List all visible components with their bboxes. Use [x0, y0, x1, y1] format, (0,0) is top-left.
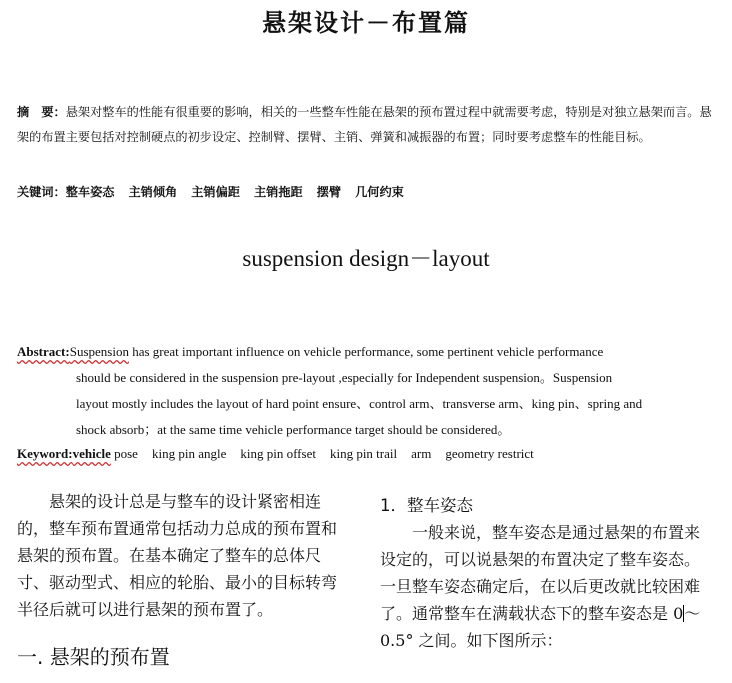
keyword: king pin trail	[329, 446, 398, 461]
keyword: 整车姿态	[65, 185, 115, 199]
chinese-abstract	[17, 100, 717, 150]
english-title: suspension design－layout	[242, 246, 490, 271]
right-column-paragraph[interactable]	[380, 519, 714, 654]
left-column-paragraph: 悬架的设计总是与整车的设计紧密相连的，整车预布置通常包括动力总成的预布置和悬架的预布置。在基本确定了整车的总体尺寸、驱动型式、相应的轮胎、最小的目标转弯半径后就可以进行悬架的预布置了。	[17, 492, 338, 619]
english-abstract-line4: shock absorb；at the same time vehicle performance target should be considered。	[76, 422, 511, 437]
english-abstract-line2: should be considered in the suspension pre-layout ,especially for Independent suspension。Suspension	[76, 370, 613, 385]
keyword: arm	[411, 446, 432, 461]
english-abstract-line1: has great important influence on vehicle performance, some pertinent vehicle performance	[128, 344, 604, 359]
keyword: king pin angle	[151, 446, 227, 461]
keyword: 摆臂	[316, 185, 342, 199]
english-keywords	[17, 441, 717, 467]
document-title: 悬架设计－布置篇	[262, 9, 470, 37]
keyword: pose	[110, 446, 138, 461]
paragraph-text-before-cursor: 一般来说，整车姿态是通过悬架的布置来设定的，可以说悬架的布置决定了整车姿态。一旦整车姿态确定后，在以后更改就比较困难了。通常整车在满载状态下的整车姿态是 0	[380, 523, 701, 623]
keyword: 主销拖距	[254, 185, 303, 199]
keyword: 主销倾角	[128, 185, 178, 199]
right-column-heading: 1．整车姿态	[380, 496, 473, 515]
section-heading: 一. 悬架的预布置	[17, 645, 170, 669]
keyword: king pin offset	[240, 446, 316, 461]
keyword: geometry restrict	[445, 446, 534, 461]
english-keyword-first-word: vehicle	[72, 446, 111, 461]
right-column	[380, 492, 714, 654]
english-abstract-label: Abstract:	[17, 344, 70, 359]
paragraph-text-after-cursor: ～0.5° 之间。如下图所示：	[380, 604, 701, 650]
english-abstract	[17, 339, 717, 443]
chinese-keywords	[17, 180, 717, 205]
english-abstract-first-word: Suspension	[69, 344, 129, 359]
keyword: 几何约束	[355, 185, 404, 199]
english-abstract-line3: layout mostly includes the layout of hard point ensure、control arm、transverse arm、king pin、spring and	[76, 396, 643, 411]
chinese-keywords-label: 关键词：	[17, 185, 66, 199]
english-keywords-label: Keyword:	[17, 446, 73, 461]
chinese-abstract-label: 摘 要：	[17, 105, 66, 119]
keyword: 主销偏距	[191, 185, 240, 199]
chinese-abstract-text: 悬架对整车的性能有很重要的影响，相关的一些整车性能在悬架的预布置过程中就需要考虑，特别是对独立悬架而言。悬架的布置主要包括对控制硬点的初步设定、控制臂、摆臂、主销、弹簧和减振器的布置；同时要考虑整车的性能目标。	[17, 105, 712, 144]
